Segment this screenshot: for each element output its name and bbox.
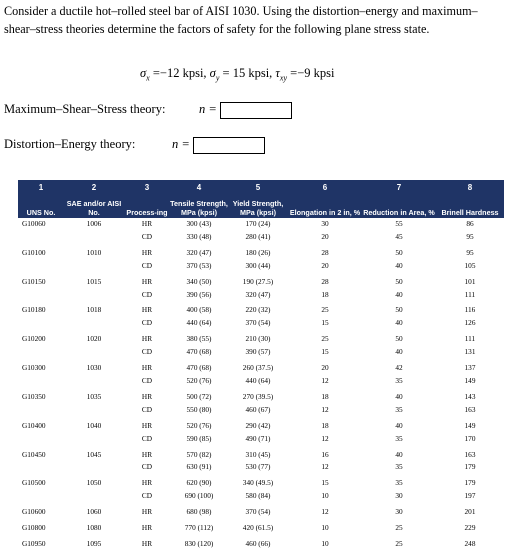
table-cell: 30 [321, 219, 329, 228]
table-row [18, 474, 504, 490]
table-row [18, 490, 504, 503]
table-cell: HR [141, 391, 153, 401]
table-row [18, 375, 504, 388]
table-cell: 270 (39.5) [242, 391, 274, 401]
table-row [18, 359, 504, 375]
table-cell: 370 (54) [245, 507, 271, 517]
table-cell: 620 (90) [186, 478, 212, 488]
table-cell: 10 [321, 538, 329, 548]
table-cell: 490 (71) [245, 433, 271, 443]
table-cell: 390 (57) [245, 347, 271, 357]
mss-n-label: n = [199, 102, 217, 116]
table-cell: 1006 [86, 219, 102, 228]
column-number: 7 [362, 180, 436, 192]
table-row [18, 330, 504, 346]
sigma-y-value: = 15 kpsi, [219, 66, 276, 80]
table-cell: 370 (53) [186, 260, 212, 270]
table-cell: 131 [464, 347, 476, 357]
table-cell [64, 375, 124, 388]
table-cell: 20 [321, 260, 329, 270]
table-cell: 530 (77) [245, 462, 271, 472]
table-row [18, 244, 504, 260]
table-cell: 40 [395, 289, 403, 299]
sigma-x-subscript: x [146, 73, 150, 83]
column-number: 3 [124, 180, 170, 192]
table-cell [18, 375, 64, 388]
table-cell: 1040 [86, 420, 102, 430]
table-cell: 570 (82) [186, 449, 212, 459]
table-cell: G10500 [22, 478, 46, 488]
table-cell: 1010 [86, 247, 102, 257]
table-cell: 340 (50) [186, 276, 212, 286]
table-cell [18, 231, 64, 244]
table-cell: 40 [395, 449, 403, 459]
table-cell: 95 [466, 231, 474, 241]
table-cell [64, 231, 124, 244]
table-cell: 137 [464, 363, 476, 373]
table-cell: G10180 [22, 305, 46, 315]
table-cell: 440 (64) [186, 318, 212, 328]
table-cell: 210 (30) [245, 334, 271, 344]
table-cell: 149 [464, 375, 476, 385]
table-cell: HR [141, 219, 153, 228]
table-cell: 340 (49.5) [242, 478, 274, 488]
table-cell: 143 [464, 391, 476, 401]
table-cell: CD [141, 260, 153, 270]
table-cell: 50 [395, 247, 403, 257]
table-cell: 25 [321, 305, 329, 315]
table-row [18, 519, 504, 535]
table-cell: 190 (27.5) [242, 276, 274, 286]
table-cell: G10060 [22, 219, 46, 228]
sigma-y-symbol: σ [209, 66, 216, 80]
table-cell: 30 [395, 507, 403, 517]
tau-xy-symbol: τ [275, 66, 280, 80]
column-header: Brinell Hardness [436, 192, 504, 218]
table-cell: 149 [464, 420, 476, 430]
table-body [18, 218, 504, 551]
table-cell: 1035 [86, 391, 102, 401]
column-number: 6 [288, 180, 362, 192]
table-cell [64, 317, 124, 330]
table-cell: 1080 [86, 523, 102, 533]
sigma-x-value: =−12 kpsi, [149, 66, 210, 80]
table-cell: 86 [466, 219, 474, 228]
problem-statement: Consider a ductile hot–rolled steel bar of AISI 1030. Using the distortion–energy and maximum–shear–stress theories determine the factors of safety for the following plane stress state. [4, 4, 478, 36]
table-cell: 520 (76) [186, 375, 212, 385]
column-number: 1 [18, 180, 64, 192]
table-cell: 35 [395, 404, 403, 414]
table-cell: HR [141, 305, 153, 315]
table-cell: HR [141, 247, 153, 257]
table-cell: 420 (61.5) [242, 523, 274, 533]
table-cell: 20 [321, 363, 329, 373]
tau-xy-subscript: xy [279, 73, 288, 83]
table-cell: 42 [395, 363, 403, 373]
table-cell: 25 [395, 523, 403, 533]
table-cell: 197 [464, 491, 476, 501]
table-cell: 55 [395, 219, 403, 228]
table-cell: 440 (64) [245, 375, 271, 385]
table-cell: 40 [395, 260, 403, 270]
table-cell: 1018 [86, 305, 102, 315]
table-cell: 170 [464, 433, 476, 443]
table-cell: 40 [395, 318, 403, 328]
table-cell: 10 [321, 491, 329, 501]
table-cell: 300 (43) [186, 219, 212, 228]
column-header-row [18, 192, 504, 218]
table-cell: 400 (58) [186, 305, 212, 315]
table-cell: 590 (85) [186, 433, 212, 443]
table-cell: 111 [464, 289, 476, 299]
table-cell [18, 317, 64, 330]
table-cell: HR [141, 507, 153, 517]
column-header: Process-ing [124, 192, 170, 218]
table-cell: 180 (26) [245, 247, 271, 257]
table-cell: 370 (54) [245, 318, 271, 328]
table-cell: 105 [464, 260, 476, 270]
table-cell: 25 [321, 334, 329, 344]
table-cell: 460 (66) [245, 538, 271, 548]
table-cell: 50 [395, 305, 403, 315]
table-cell: HR [141, 334, 153, 344]
table-cell: 35 [395, 478, 403, 488]
table-cell: 310 (45) [245, 449, 271, 459]
table-row [18, 218, 504, 231]
table-cell: HR [141, 538, 153, 548]
table-cell: 35 [395, 462, 403, 472]
table-cell: CD [141, 404, 153, 414]
stress-state-formula [140, 66, 334, 83]
table-cell: HR [141, 363, 153, 373]
table-cell: G10300 [22, 363, 46, 373]
table-cell [18, 433, 64, 446]
table-cell: 16 [321, 449, 329, 459]
sigma-x-symbol: σ [140, 66, 147, 80]
table-cell: G10350 [22, 391, 46, 401]
column-header: Yield Strength, MPa (kpsi) [228, 192, 288, 218]
table-cell: 500 (72) [186, 391, 212, 401]
table-row [18, 404, 504, 417]
table-cell: 770 (112) [184, 523, 214, 533]
table-row [18, 503, 504, 519]
table-cell: 28 [321, 247, 329, 257]
table-cell: 20 [321, 231, 329, 241]
de-answer-row [4, 137, 190, 152]
table-cell: 40 [395, 347, 403, 357]
table-cell: G10400 [22, 420, 46, 430]
table-row [18, 317, 504, 330]
table-cell: G10150 [22, 276, 46, 286]
sigma-y-subscript: y [215, 73, 220, 83]
table-row [18, 260, 504, 273]
table-cell: 280 (41) [245, 231, 271, 241]
table-cell: 18 [321, 420, 329, 430]
table-cell: 40 [395, 391, 403, 401]
table-cell: HR [141, 449, 153, 459]
table-cell: CD [141, 433, 153, 443]
table-cell: 248 [464, 538, 476, 548]
table-cell: 179 [464, 462, 476, 472]
column-header: Reduction in Area, % [362, 192, 436, 218]
de-label: Distortion–Energy theory: [4, 137, 136, 151]
de-n-label: n = [172, 137, 190, 151]
table-cell [64, 461, 124, 474]
table-row [18, 388, 504, 404]
table-cell: 1095 [86, 538, 102, 548]
table-cell: 12 [321, 433, 329, 443]
steel-properties-table [18, 180, 504, 551]
table-cell: 50 [395, 334, 403, 344]
table-cell [64, 289, 124, 302]
table-cell: 320 (47) [245, 289, 271, 299]
table-cell: 220 (32) [245, 305, 271, 315]
table-cell [18, 289, 64, 302]
table-cell [64, 260, 124, 273]
table-cell: CD [141, 375, 153, 385]
table-cell: CD [141, 347, 153, 357]
table-row [18, 446, 504, 462]
table-cell: CD [141, 462, 153, 472]
table-cell: 15 [321, 478, 329, 488]
table-cell [18, 490, 64, 503]
column-header: Elongation in 2 in, % [288, 192, 362, 218]
table-cell: G10100 [22, 247, 46, 257]
table-cell: 95 [466, 247, 474, 257]
table-cell: 229 [464, 523, 476, 533]
mss-safety-factor-input[interactable] [220, 102, 292, 119]
table-cell [64, 346, 124, 359]
table-cell: 460 (67) [245, 404, 271, 414]
table-cell: 179 [464, 478, 476, 488]
table-cell: CD [141, 318, 153, 328]
table-cell: 830 (120) [184, 538, 214, 548]
table-cell: 28 [321, 276, 329, 286]
table-cell: 101 [464, 276, 476, 286]
table-cell [18, 346, 64, 359]
table-row [18, 535, 504, 551]
column-header: Tensile Strength, MPa (kpsi) [170, 192, 228, 218]
table-cell: 201 [464, 507, 476, 517]
table-cell: 15 [321, 318, 329, 328]
table-row [18, 433, 504, 446]
column-number-row [18, 180, 504, 192]
table-cell: 580 (84) [245, 491, 271, 501]
column-number: 2 [64, 180, 124, 192]
table-cell: 30 [395, 491, 403, 501]
table-cell: HR [141, 420, 153, 430]
table-cell: 12 [321, 507, 329, 517]
table-cell: 470 (68) [186, 363, 212, 373]
table-cell: 470 (68) [186, 347, 212, 357]
table-cell: CD [141, 491, 153, 501]
table-cell: 300 (44) [245, 260, 271, 270]
de-safety-factor-input[interactable] [193, 137, 265, 154]
table-cell: 126 [464, 318, 476, 328]
table-cell: 1060 [86, 507, 102, 517]
table-cell [64, 433, 124, 446]
table-cell: G10950 [22, 538, 46, 548]
table-cell: 40 [395, 420, 403, 430]
table-cell: 1020 [86, 334, 102, 344]
tau-xy-value: =−9 kpsi [287, 66, 335, 80]
column-header: SAE and/or AISI No. [64, 192, 124, 218]
table-row [18, 289, 504, 302]
table-cell: 163 [464, 449, 476, 459]
table-cell: 50 [395, 276, 403, 286]
table-cell: 1015 [86, 276, 102, 286]
table-row [18, 301, 504, 317]
table-row [18, 273, 504, 289]
table-cell: G10200 [22, 334, 46, 344]
table-row [18, 346, 504, 359]
table-cell: 163 [464, 404, 476, 414]
table-cell: G10450 [22, 449, 46, 459]
table-cell: 1045 [86, 449, 102, 459]
table-cell: G10600 [22, 507, 46, 517]
table-cell: 35 [395, 433, 403, 443]
table-cell: 1050 [86, 478, 102, 488]
table-cell: 330 (48) [186, 231, 212, 241]
table-cell [64, 490, 124, 503]
table-cell [18, 461, 64, 474]
table-cell: 12 [321, 462, 329, 472]
mss-label: Maximum–Shear–Stress theory: [4, 102, 166, 116]
mss-answer-row [4, 102, 217, 117]
table-cell: 12 [321, 375, 329, 385]
table-cell: 680 (98) [186, 507, 212, 517]
table-cell: 390 (56) [186, 289, 212, 299]
table-cell: 15 [321, 347, 329, 357]
table-cell: 690 (100) [184, 491, 214, 501]
table-cell: 320 (47) [186, 247, 212, 257]
table-row [18, 231, 504, 244]
table-cell: HR [141, 478, 153, 488]
table-cell: 18 [321, 289, 329, 299]
table-cell [64, 404, 124, 417]
table-cell: G10800 [22, 523, 46, 533]
table-cell: 550 (80) [186, 404, 212, 414]
table-cell: 111 [464, 334, 476, 344]
table-cell: HR [141, 276, 153, 286]
table-row [18, 417, 504, 433]
table-cell: 290 (42) [245, 420, 271, 430]
table-cell: 170 (24) [245, 219, 271, 228]
table-cell: 45 [395, 231, 403, 241]
table-cell [18, 260, 64, 273]
table-row [18, 461, 504, 474]
table-cell: 380 (55) [186, 334, 212, 344]
table-cell [18, 404, 64, 417]
table-cell: 18 [321, 391, 329, 401]
table-cell: HR [141, 523, 153, 533]
table-cell: 1030 [86, 363, 102, 373]
table-cell: 116 [464, 305, 476, 315]
table-cell: 260 (37.5) [242, 363, 274, 373]
column-number: 4 [170, 180, 228, 192]
table-cell: 35 [395, 375, 403, 385]
table-cell: 12 [321, 404, 329, 414]
column-header: UNS No. [18, 192, 64, 218]
table-cell: 10 [321, 523, 329, 533]
table-cell: 630 (91) [186, 462, 212, 472]
column-number: 8 [436, 180, 504, 192]
table-cell: 25 [395, 538, 403, 548]
table-cell: CD [141, 231, 153, 241]
table-cell: CD [141, 289, 153, 299]
table-cell: 520 (76) [186, 420, 212, 430]
column-number: 5 [228, 180, 288, 192]
